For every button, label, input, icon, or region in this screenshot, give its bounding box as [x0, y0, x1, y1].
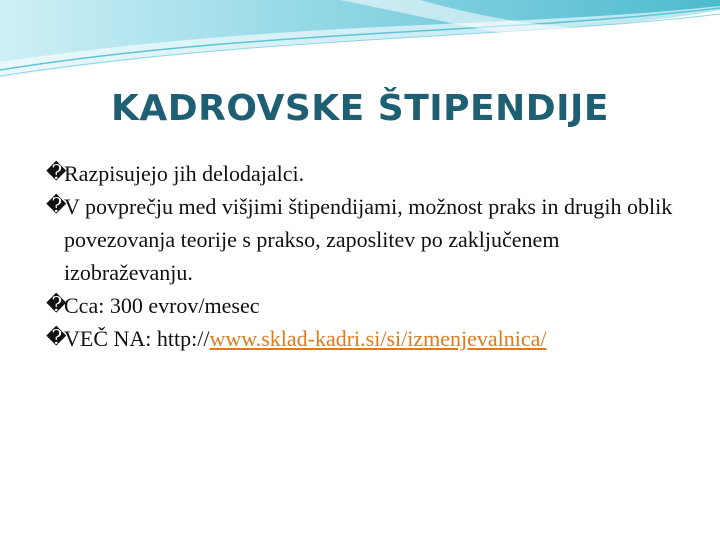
list-item: [46, 322, 686, 355]
bullet-list: [46, 157, 686, 355]
bullet-icon: �: [46, 162, 67, 184]
list-item: [46, 190, 686, 289]
bullet-icon: �: [46, 294, 67, 316]
decorative-wave-banner: [0, 0, 720, 90]
bullet-text: VEČ NA: http://: [64, 326, 210, 351]
more-info-link[interactable]: www.sklad-kadri.si/si/izmenjevalnica/: [209, 326, 547, 351]
list-item: [46, 289, 686, 322]
bullet-icon: �: [46, 195, 67, 217]
page-title: KADROVSKE ŠTIPENDIJE: [110, 88, 610, 129]
bullet-text: Cca: 300 evrov/mesec: [64, 293, 260, 318]
bullet-text: V povprečju med višjimi štipendijami, možnost praks in drugih oblik povezovanja teorije s prakso, zaposlitev po zaključenem izobraževanju.: [64, 194, 673, 285]
bullet-text: Razpisujejo jih delodajalci.: [64, 161, 305, 186]
list-item: [46, 157, 686, 190]
bullet-icon: �: [46, 327, 67, 349]
